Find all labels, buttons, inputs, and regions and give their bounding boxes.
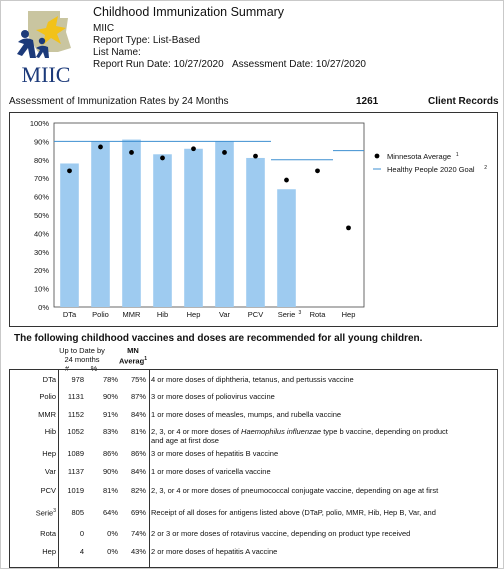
vaccine-name xyxy=(10,529,56,538)
vaccine-description xyxy=(151,449,491,458)
mn-average-value: 84% xyxy=(130,410,146,419)
column-divider xyxy=(58,370,59,567)
vaccine-name xyxy=(10,508,56,518)
vaccine-footnote: 3 xyxy=(53,508,56,514)
bar-serie xyxy=(277,189,296,307)
mn-average-point xyxy=(315,168,320,173)
up-to-date-percent: 90% xyxy=(102,467,118,476)
up-to-date-percent: 90% xyxy=(102,392,118,401)
y-tick-label: 20% xyxy=(33,266,49,276)
description-text: 2 or 3 or more doses of rotavirus vaccine, depending on product type received xyxy=(151,529,411,538)
mn-average-value: 69% xyxy=(130,508,146,517)
mn-average-value: 87% xyxy=(130,392,146,401)
description-text: 3 or more doses of poliovirus vaccine xyxy=(151,392,275,401)
figure-body-large xyxy=(17,38,36,58)
org-name: MIIC xyxy=(93,23,115,34)
x-tick-label: Polio xyxy=(92,310,109,319)
y-tick-label: 70% xyxy=(33,174,49,184)
vaccine-name xyxy=(10,410,56,419)
header-mn-line2 xyxy=(118,355,148,366)
vaccine-name xyxy=(10,467,56,476)
x-tick-label: Rota xyxy=(309,310,326,319)
vaccine-description xyxy=(151,427,491,445)
up-to-date-count: 1052 xyxy=(67,427,84,436)
figure-head-large xyxy=(21,30,29,38)
y-tick-label: 60% xyxy=(33,192,49,202)
y-tick-label: 90% xyxy=(33,137,49,147)
vaccine-description xyxy=(151,375,491,384)
vaccine-name-text: MMR xyxy=(38,410,56,419)
vaccine-name xyxy=(10,449,56,458)
vaccine-name-text: Serie xyxy=(35,508,54,518)
immunization-chart xyxy=(10,113,497,326)
y-tick-label: 40% xyxy=(33,229,49,239)
vaccine-name-text: Hep xyxy=(42,547,56,556)
up-to-date-percent: 81% xyxy=(102,486,118,495)
vaccine-name xyxy=(10,486,56,495)
header-mn-average-text: Averag xyxy=(119,356,145,366)
mn-average-value: 81% xyxy=(130,427,146,436)
vaccine-description xyxy=(151,529,491,538)
up-to-date-percent: 0% xyxy=(107,529,118,538)
vaccine-description xyxy=(151,392,491,401)
x-tick-label: Hib xyxy=(156,310,169,319)
up-to-date-percent: 64% xyxy=(102,508,118,517)
chart-panel xyxy=(9,112,498,327)
x-tick-footnote: 3 xyxy=(298,310,302,316)
report-type: Report Type: List-Based xyxy=(93,35,201,46)
bar-var xyxy=(215,141,234,307)
x-tick-label: Var xyxy=(218,310,231,319)
header-up-to-date xyxy=(58,346,106,364)
up-to-date-count: 1019 xyxy=(67,486,84,495)
miic-logo-graphic xyxy=(8,8,84,88)
report-title: Childhood Immunization Summary xyxy=(93,5,285,19)
up-to-date-count: 1089 xyxy=(67,449,84,458)
header-up-to-date-line1: Up to Date by xyxy=(59,346,105,355)
y-tick-label: 0% xyxy=(38,303,49,312)
legend-marker-mn-average xyxy=(375,154,380,159)
up-to-date-percent: 0% xyxy=(107,547,118,556)
description-text: 2, 3, or 4 or more doses of pneumococcal conjugate vaccine, depending on age at first xyxy=(151,486,439,495)
vaccine-name-text: Rota xyxy=(40,529,56,538)
x-tick-label: MMR xyxy=(122,310,141,319)
vaccine-name-text: Var xyxy=(44,467,56,476)
x-tick-label: Hep xyxy=(341,310,356,319)
header-mn-line1: MN xyxy=(127,346,139,355)
mn-average-point xyxy=(253,154,258,159)
description-text: 2, 3, or 4 or more doses of xyxy=(151,427,242,436)
bar-polio xyxy=(91,141,110,307)
bar-hib xyxy=(153,154,172,307)
up-to-date-percent: 78% xyxy=(102,375,118,384)
run-date: Report Run Date: 10/27/2020 xyxy=(93,59,224,70)
mn-average-value: 43% xyxy=(130,547,146,556)
vaccine-name xyxy=(10,392,56,401)
list-name: List Name: xyxy=(93,47,141,58)
bar-dta xyxy=(60,163,79,307)
logo-text: MIIC xyxy=(21,62,71,87)
vaccine-name-text: PCV xyxy=(40,486,56,495)
vaccine-description xyxy=(151,467,491,476)
mn-average-point xyxy=(222,150,227,155)
description-text: 2 or more doses of hepatitis A vaccine xyxy=(151,547,278,556)
header-mn-footnote: 1 xyxy=(144,356,147,362)
up-to-date-count: 1152 xyxy=(67,410,84,419)
table-title: The following childhood vaccines and doses are recommended for all young children. xyxy=(14,333,423,344)
description-text: Receipt of all doses for antigens listed above (DTaP, polio, MMR, Hib, Hep B, Var, and xyxy=(151,508,436,517)
mn-average-value: 74% xyxy=(130,529,146,538)
x-tick-label: DTa xyxy=(62,310,77,319)
vaccine-name-text: Hep xyxy=(42,449,56,458)
mn-average-value: 84% xyxy=(130,467,146,476)
mn-average-point xyxy=(191,146,196,151)
y-tick-label: 30% xyxy=(33,247,49,257)
x-tick-label: PCV xyxy=(247,310,264,319)
header-percent: % xyxy=(90,364,98,373)
up-to-date-count: 1137 xyxy=(67,467,84,476)
up-to-date-count: 978 xyxy=(71,375,84,384)
description-line2: and age at first dose xyxy=(151,436,219,445)
column-divider xyxy=(149,370,150,567)
description-text: 4 or more doses of diphtheria, tetanus, and pertussis vaccine xyxy=(151,375,354,384)
header-count: # xyxy=(64,364,70,373)
mn-average-point xyxy=(67,168,72,173)
bar-pcv xyxy=(246,158,265,307)
vaccine-description xyxy=(151,486,491,495)
client-record-count: 1261 xyxy=(356,96,379,107)
y-tick-label: 80% xyxy=(33,155,49,165)
y-tick-label: 10% xyxy=(33,284,49,294)
description-text: 1 or more doses of measles, mumps, and rubella vaccine xyxy=(151,410,342,419)
y-tick-label: 100% xyxy=(29,119,49,128)
section-title: Assessment of Immunization Rates by 24 Months xyxy=(9,96,229,107)
x-tick-label: Serie xyxy=(277,310,296,319)
mn-average-point xyxy=(160,156,165,161)
description-text: type b vaccine, depending on product xyxy=(321,427,448,436)
vaccine-name-text: Polio xyxy=(39,392,56,401)
up-to-date-percent: 83% xyxy=(102,427,118,436)
vaccine-description xyxy=(151,410,491,419)
recommendation-table xyxy=(9,369,498,568)
mn-average-value: 75% xyxy=(130,375,146,384)
mn-average-point xyxy=(129,150,134,155)
legend-footnote: 1 xyxy=(455,152,459,158)
description-italic: Haemophilus influenzae xyxy=(241,427,322,436)
up-to-date-percent: 91% xyxy=(102,410,118,419)
vaccine-name xyxy=(10,375,56,384)
bar-hep xyxy=(184,149,203,307)
vaccine-name xyxy=(10,427,56,436)
bar-mmr xyxy=(122,140,141,307)
up-to-date-percent: 86% xyxy=(102,449,118,458)
up-to-date-count: 1131 xyxy=(67,392,84,401)
up-to-date-count: 805 xyxy=(71,508,84,517)
mn-average-point xyxy=(284,178,289,183)
header-mn-average xyxy=(118,346,148,366)
vaccine-name-text: DTa xyxy=(42,375,56,384)
mn-average-point xyxy=(346,225,351,230)
description-text: 1 or more doses of varicella vaccine xyxy=(151,467,271,476)
up-to-date-count: 4 xyxy=(79,547,84,556)
client-record-label: Client Records xyxy=(428,96,499,107)
figure-head-small xyxy=(39,38,45,44)
vaccine-name-text: Hib xyxy=(44,427,56,436)
vaccine-name xyxy=(10,547,56,556)
miic-logo xyxy=(8,8,84,88)
mn-average-value: 86% xyxy=(130,449,146,458)
mn-average-point xyxy=(98,145,103,150)
legend-footnote: 2 xyxy=(484,165,487,171)
vaccine-description xyxy=(151,547,491,556)
assessment-date: Assessment Date: 10/27/2020 xyxy=(232,59,366,70)
legend-label-goal: Healthy People 2020 Goal xyxy=(387,165,475,174)
vaccine-description xyxy=(151,508,491,517)
header-up-to-date-line2: 24 months xyxy=(64,355,100,364)
y-tick-label: 50% xyxy=(33,211,49,220)
x-tick-label: Hep xyxy=(186,310,201,319)
up-to-date-count: 0 xyxy=(79,529,84,538)
legend-label-mn-average: Minnesota Average xyxy=(387,152,452,161)
description-text: 3 or more doses of hepatitis B vaccine xyxy=(151,449,279,458)
mn-average-value: 82% xyxy=(130,486,146,495)
